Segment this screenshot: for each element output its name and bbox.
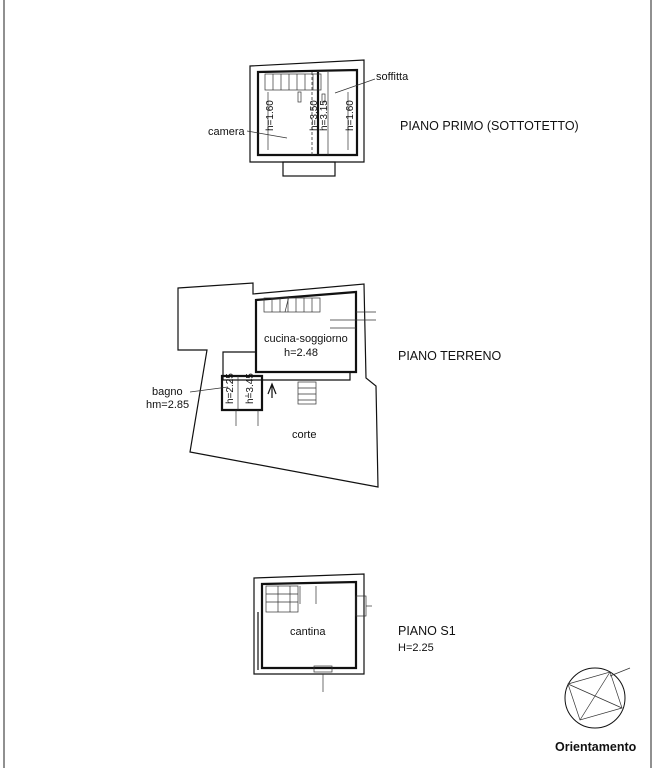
bagno-label: bagno	[152, 386, 183, 398]
cucina-height-label: h=2.48	[284, 347, 318, 359]
camera-label: camera	[208, 126, 245, 138]
height-label-primo-4: h=1.60	[345, 100, 356, 131]
piano-terreno-title: PIANO TERRENO	[398, 349, 502, 363]
height-label-primo-3: h=3.15	[319, 100, 330, 131]
compass-icon	[565, 668, 630, 728]
height-label-primo-1: h=1.60	[265, 100, 276, 131]
piano-primo-title: PIANO PRIMO (SOTTOTETTO)	[400, 119, 579, 133]
piano-s1-title: PIANO S1	[398, 624, 456, 638]
cucina-soggiorno-label: cucina-soggiorno	[264, 333, 348, 345]
corte-label: corte	[292, 429, 317, 441]
piano-s1-height: H=2.25	[398, 642, 434, 654]
orientamento-label: Orientamento	[555, 740, 637, 754]
bagno-height-label: hm=2.85	[146, 399, 190, 411]
cantina-label: cantina	[290, 626, 326, 638]
soffitta-label: soffitta	[376, 71, 409, 83]
height-label-terreno-a: h=2.25	[225, 373, 236, 404]
piano-terreno-plan	[178, 283, 378, 487]
height-label-terreno-b: h=3.45	[245, 373, 256, 404]
height-label-primo-2: h=3.50	[309, 100, 320, 131]
